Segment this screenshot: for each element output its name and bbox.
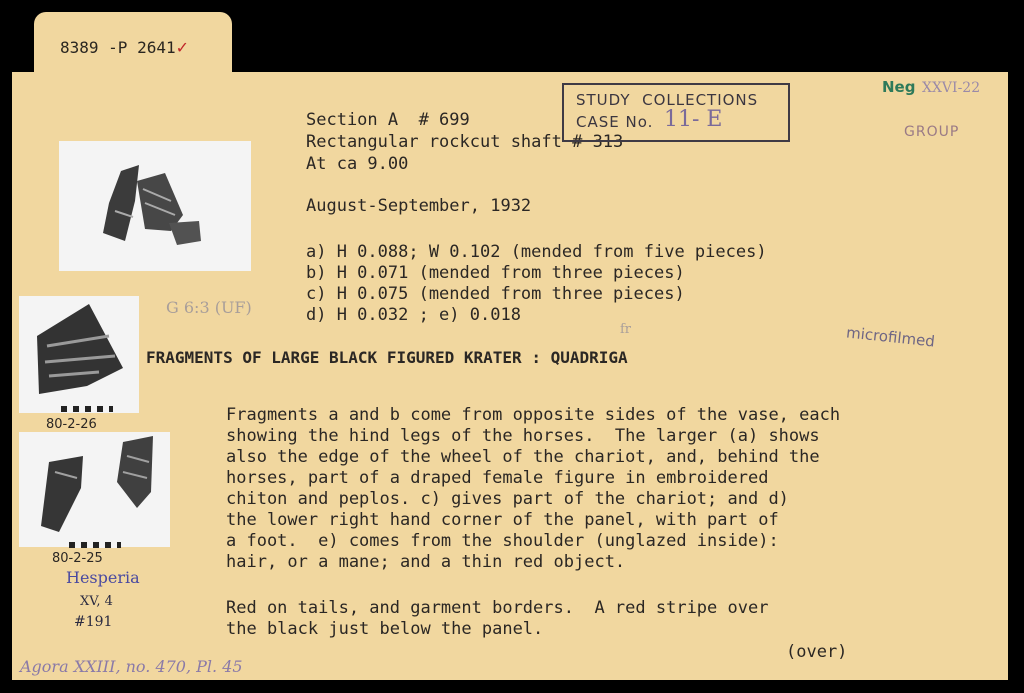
object-title: FRAGMENTS OF LARGE BLACK FIGURED KRATER : QUADRIGA [146, 348, 628, 367]
neg-value: XXVI-22 [922, 80, 981, 96]
section-line: Section A # 699 [306, 110, 470, 130]
fragment-photo-2 [19, 296, 139, 413]
check-mark: ✓ [175, 38, 189, 57]
date-line: August-September, 1932 [306, 196, 532, 216]
description-line-2: showing the hind legs of the horses. The larger (a) shows [226, 426, 820, 446]
description-line-1: Fragments a and b come from opposite sides of the vase, each [226, 405, 841, 425]
photo-label-1: 80-2-26 [46, 417, 97, 432]
description-line-7: a foot. e) comes from the shoulder (unglazed inside): [226, 531, 779, 551]
inventory-number [60, 38, 189, 57]
dimension-d: d) H 0.032 ; e) 0.018 [306, 305, 521, 325]
neg-label: Neg [882, 78, 916, 96]
publication-number: #191 [74, 614, 113, 630]
dimension-c: c) H 0.075 (mended from three pieces) [306, 284, 685, 304]
description-line-6: the lower right hand corner of the panel, with part of [226, 510, 779, 530]
dimension-a: a) H 0.088; W 0.102 (mended from five pieces) [306, 242, 767, 262]
over-note: (over) [786, 642, 848, 662]
depth-line: At ca 9.00 [306, 154, 409, 174]
agora-reference: Agora XXIII, no. 470, Pl. 45 [20, 657, 243, 676]
shaft-line: Rectangular rockcut shaft # 313 [306, 132, 624, 152]
description-line-3: also the edge of the wheel of the chariot, and, behind the [226, 447, 820, 467]
fragment-image-2 [19, 296, 139, 413]
fragment-photo-3 [19, 432, 170, 547]
fragment-image-1 [59, 141, 251, 271]
fragment-image-3 [19, 432, 170, 547]
grid-reference: G 6:3 (UF) [166, 298, 252, 317]
fr-note: fr [620, 322, 632, 337]
note-line-2: the black just below the panel. [226, 619, 544, 639]
fragment-photo-1 [59, 141, 251, 271]
stamp-case-label: CASE No. [576, 113, 654, 131]
description-line-5: chiton and peplos. c) gives part of the chariot; and d) [226, 489, 789, 509]
stamp-case-value: 11- E [664, 107, 723, 132]
dimension-b: b) H 0.071 (mended from three pieces) [306, 263, 685, 283]
stamp-title: STUDY COLLECTIONS [576, 91, 759, 109]
inventory-number-text: 8389 -P 2641 [60, 38, 176, 57]
publication-journal: Hesperia [66, 568, 140, 587]
scale-bar-1 [61, 406, 113, 412]
photo-label-2: 80-2-25 [52, 551, 103, 566]
description-line-4: horses, part of a draped female figure in embroidered [226, 468, 769, 488]
note-line-1: Red on tails, and garment borders. A red stripe over [226, 598, 769, 618]
microfilmed-stamp: microfilmed [845, 323, 936, 351]
group-stamp: GROUP [904, 124, 960, 140]
study-collections-stamp [562, 83, 790, 142]
description-line-8: hair, or a mane; and a thin red object. [226, 552, 626, 572]
publication-volume: XV, 4 [80, 594, 113, 609]
